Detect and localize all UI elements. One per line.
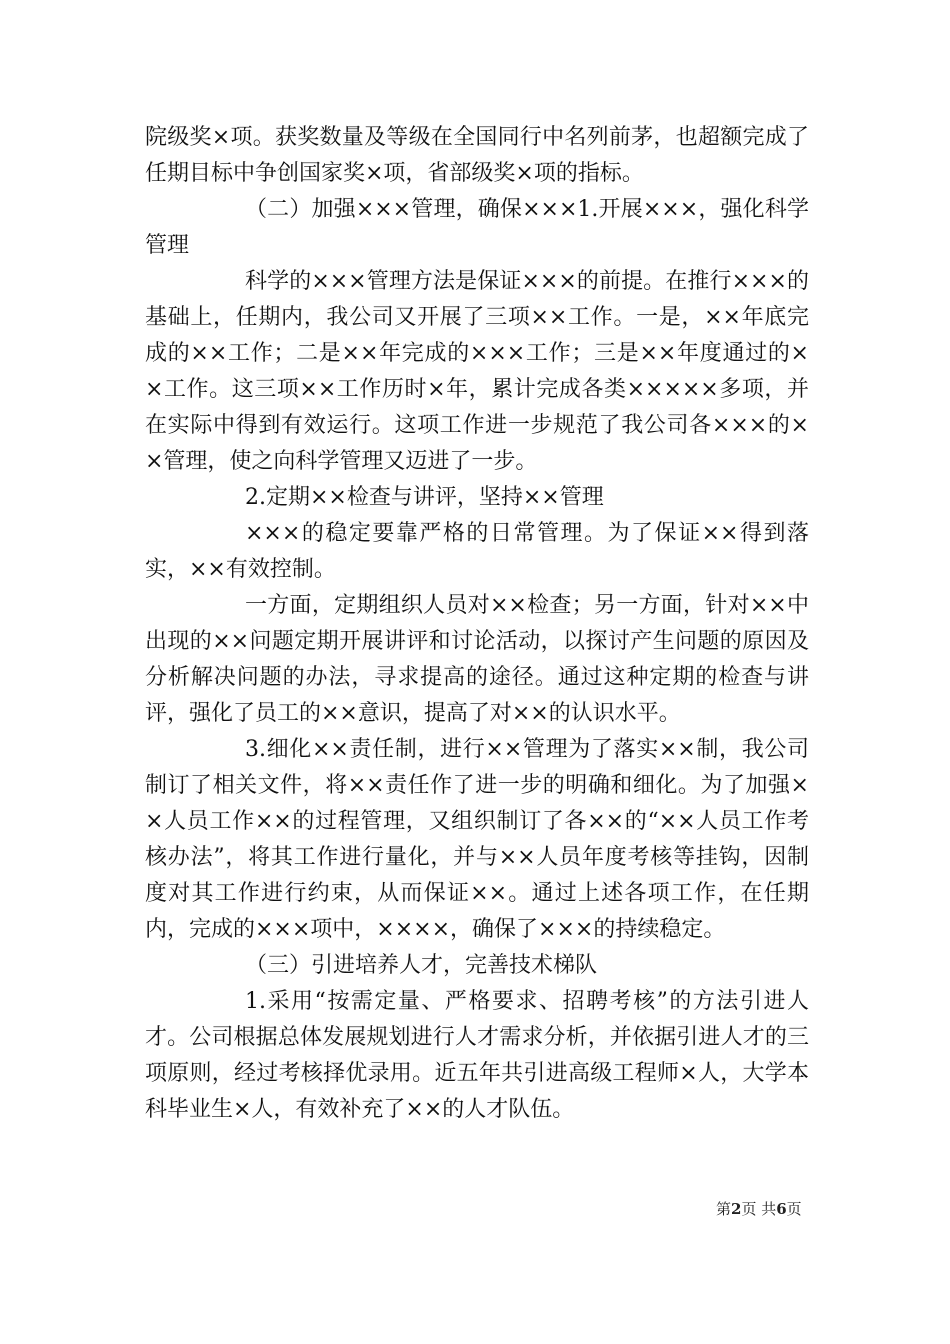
section-heading-3: （三）引进培养人才，完善技术梯队 <box>245 953 598 978</box>
footer-total-pages: 6 <box>776 1200 787 1218</box>
footer-middle: 页 共 <box>741 1200 777 1218</box>
paragraph-7: 3.细化××责任制，进行××管理为了落实××制，我公司制订了相关文件，将××责任作了进一步的明确和细化。为了加强××人员工作××的过程管理，又组织制订了各××的“××人员工作考核办法”，将其工作进行量化，并与××人员年度考核等挂钩，因制度对其工作进行约束，从而保证××。通过上述各项工作，在任期内，完成的×××项中，××××，确保了×××的持续稳定。 <box>145 737 809 942</box>
footer-page-number: 2 <box>731 1200 742 1218</box>
paragraph-6: 一方面，定期组织人员对××检查；另一方面，针对××中出现的××问题定期开展讲评和讨论活动，以探讨产生问题的原因及分析解决问题的办法，寻求提高的途径。通过这种定期的检查与讲评，强化了员工的××意识，提高了对××的认识水平。 <box>145 593 809 726</box>
paragraph-5: ×××的稳定要靠严格的日常管理。为了保证××得到落实，××有效控制。 <box>145 521 809 582</box>
paragraph-9: 1.采用“按需定量、严格要求、招聘考核”的方法引进人才。公司根据总体发展规划进行人才需求分析，并依据引进人才的三项原则，经过考核择优录用。近五年共引进高级工程师×人，大学本科毕业生×人，有效补充了××的人才队伍。 <box>145 989 809 1122</box>
subheading-2: 2.定期××检查与讲评，坚持××管理 <box>245 485 604 510</box>
body-text <box>145 120 809 1128</box>
footer-prefix: 第 <box>716 1200 732 1218</box>
paragraph-3: 科学的×××管理方法是保证×××的前提。在推行×××的基础上，任期内，我公司又开展了三项××工作。一是，××年底完成的××工作；二是××年完成的×××工作；三是××年度通过的××工作。这三项××工作历时×年，累计完成各类×××××多项，并在实际中得到有效运行。这项工作进一步规范了我公司各×××的××管理，使之向科学管理又迈进了一步。 <box>145 269 809 474</box>
section-heading-2: （二）加强×××管理，确保×××1.开展×××，强化科学管理 <box>145 197 809 258</box>
paragraph-1: 院级奖×项。获奖数量及等级在全国同行中名列前茅，也超额完成了任期目标中争创国家奖×项，省部级奖×项的指标。 <box>145 125 809 186</box>
footer-suffix: 页 <box>786 1200 802 1218</box>
page-footer <box>716 1200 802 1218</box>
